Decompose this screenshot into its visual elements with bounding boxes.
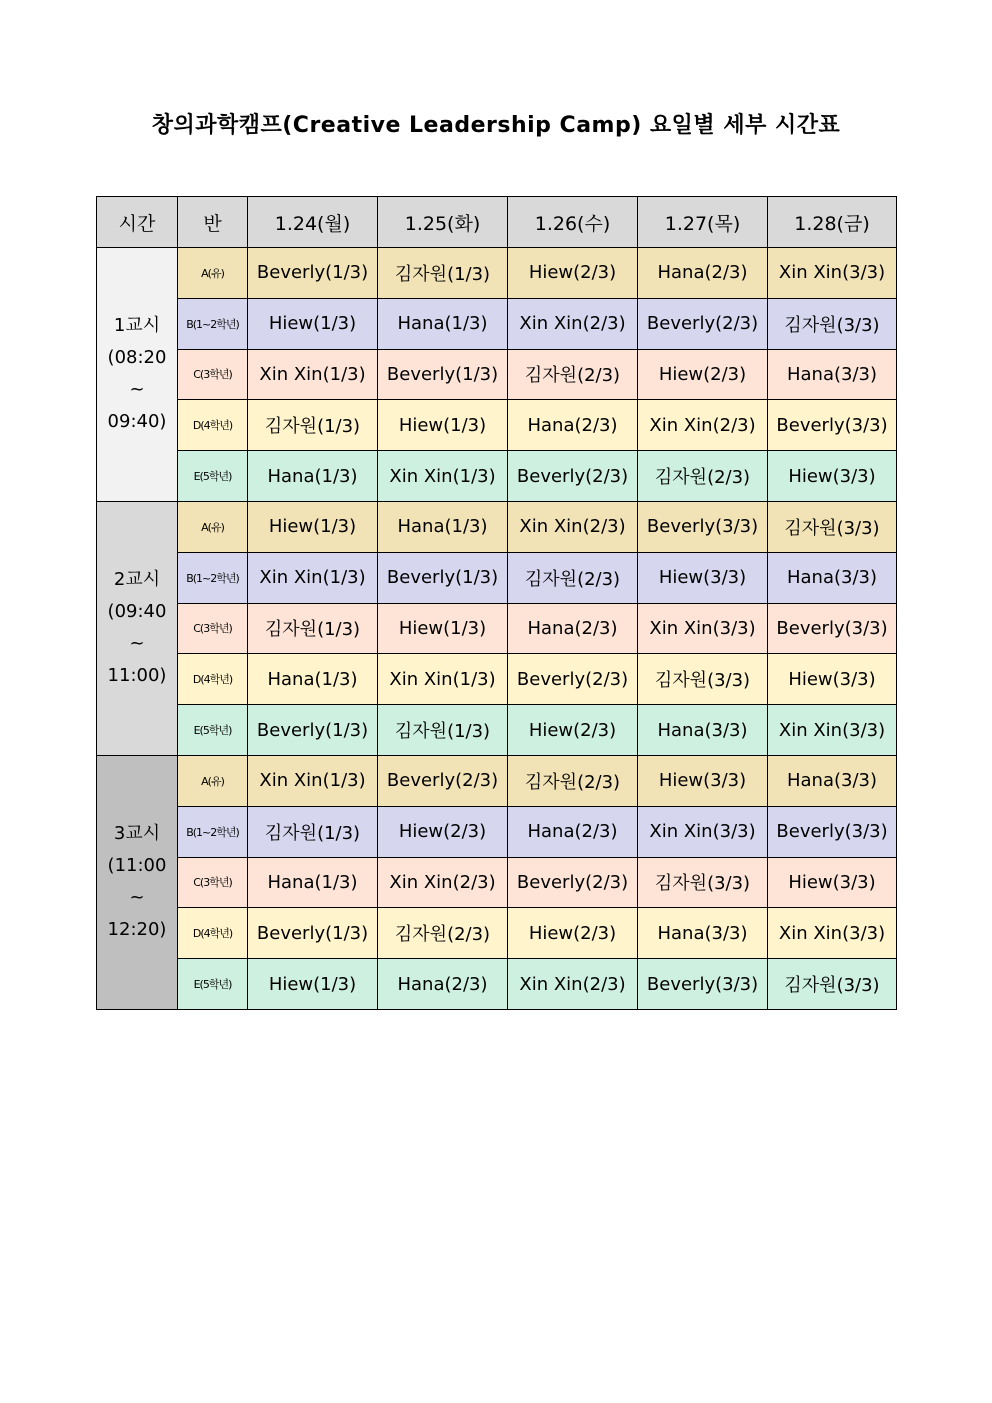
table-row — [97, 451, 897, 502]
schedule-cell: Hiew(2/3) — [378, 806, 508, 857]
schedule-cell: Xin Xin(3/3) — [638, 603, 768, 654]
header-class: 반 — [178, 197, 248, 248]
schedule-cell: Hiew(2/3) — [638, 349, 768, 400]
period-end: 12:20) — [107, 919, 167, 941]
class-label: E(5학년) — [178, 959, 248, 1010]
schedule-cell: Hiew(2/3) — [508, 908, 638, 959]
schedule-cell: Hana(1/3) — [378, 298, 508, 349]
period-tilde: ~ — [129, 379, 145, 401]
schedule-cell: Hiew(1/3) — [248, 298, 378, 349]
schedule-cell: Hana(2/3) — [378, 959, 508, 1010]
period-cell — [97, 248, 178, 502]
schedule-cell: Beverly(1/3) — [378, 552, 508, 603]
schedule-cell: 김자원(3/3) — [768, 501, 897, 552]
schedule-cell: Hana(1/3) — [248, 857, 378, 908]
schedule-cell: Xin Xin(3/3) — [638, 806, 768, 857]
schedule-cell: Beverly(2/3) — [508, 654, 638, 705]
schedule-cell: Hana(3/3) — [638, 908, 768, 959]
schedule-cell: Beverly(2/3) — [638, 298, 768, 349]
schedule-cell: 김자원(2/3) — [508, 552, 638, 603]
header-time: 시간 — [97, 197, 178, 248]
table-row — [97, 654, 897, 705]
schedule-cell: 김자원(1/3) — [248, 603, 378, 654]
header-row — [97, 197, 897, 248]
schedule-cell: Hiew(3/3) — [768, 654, 897, 705]
schedule-cell: Hana(2/3) — [638, 248, 768, 299]
schedule-cell: Hiew(3/3) — [638, 755, 768, 806]
class-label: A(유) — [178, 755, 248, 806]
period-start: (09:40 — [107, 601, 167, 623]
period-cell — [97, 501, 178, 755]
schedule-cell: Beverly(3/3) — [768, 806, 897, 857]
period-label: 1교시 — [113, 315, 161, 337]
schedule-cell: Xin Xin(1/3) — [248, 755, 378, 806]
schedule-cell: Hana(3/3) — [638, 705, 768, 756]
header-day: 1.27(목) — [638, 197, 768, 248]
schedule-cell: Beverly(1/3) — [248, 705, 378, 756]
schedule-cell: Xin Xin(2/3) — [508, 959, 638, 1010]
table-row — [97, 400, 897, 451]
schedule-cell: Beverly(1/3) — [248, 908, 378, 959]
schedule-cell: 김자원(1/3) — [248, 400, 378, 451]
table-row — [97, 908, 897, 959]
class-label: D(4학년) — [178, 908, 248, 959]
class-label: B(1~2학년) — [178, 552, 248, 603]
table-row — [97, 857, 897, 908]
schedule-cell: Xin Xin(3/3) — [768, 705, 897, 756]
table-row — [97, 298, 897, 349]
schedule-cell: Hiew(2/3) — [508, 705, 638, 756]
class-label: D(4학년) — [178, 400, 248, 451]
schedule-cell: Hiew(3/3) — [768, 857, 897, 908]
schedule-cell: Hana(1/3) — [248, 451, 378, 502]
schedule-cell: 김자원(1/3) — [378, 705, 508, 756]
period-label: 2교시 — [113, 569, 161, 591]
schedule-cell: Beverly(2/3) — [378, 755, 508, 806]
schedule-cell: Hiew(2/3) — [508, 248, 638, 299]
period-cell — [97, 755, 178, 1009]
schedule-cell: Hiew(1/3) — [378, 400, 508, 451]
period-start: (08:20 — [107, 347, 167, 369]
class-label: B(1~2학년) — [178, 298, 248, 349]
period-end: 09:40) — [107, 411, 167, 433]
schedule-cell: Xin Xin(2/3) — [378, 857, 508, 908]
table-row — [97, 248, 897, 299]
table-row — [97, 755, 897, 806]
schedule-cell: Xin Xin(1/3) — [248, 552, 378, 603]
schedule-cell: Beverly(2/3) — [508, 451, 638, 502]
class-label: B(1~2학년) — [178, 806, 248, 857]
class-label: E(5학년) — [178, 451, 248, 502]
class-label: C(3학년) — [178, 603, 248, 654]
schedule-cell: Hana(2/3) — [508, 400, 638, 451]
table-row — [97, 959, 897, 1010]
schedule-cell: Hiew(1/3) — [248, 959, 378, 1010]
header-day: 1.26(수) — [508, 197, 638, 248]
schedule-cell: Hiew(1/3) — [248, 501, 378, 552]
schedule-cell: Xin Xin(2/3) — [508, 501, 638, 552]
schedule-cell: Beverly(3/3) — [638, 501, 768, 552]
period-tilde: ~ — [129, 633, 145, 655]
class-label: D(4학년) — [178, 654, 248, 705]
class-label: A(유) — [178, 501, 248, 552]
table-row — [97, 806, 897, 857]
header-day: 1.25(화) — [378, 197, 508, 248]
schedule-cell: Beverly(3/3) — [638, 959, 768, 1010]
schedule-cell: 김자원(3/3) — [638, 857, 768, 908]
class-label: C(3학년) — [178, 349, 248, 400]
period-start: (11:00 — [107, 855, 167, 877]
schedule-cell: Xin Xin(3/3) — [768, 248, 897, 299]
table-row — [97, 705, 897, 756]
period-end: 11:00) — [107, 665, 167, 687]
header-day: 1.28(금) — [768, 197, 897, 248]
table-row — [97, 552, 897, 603]
schedule-cell: Hana(3/3) — [768, 552, 897, 603]
class-label: C(3학년) — [178, 857, 248, 908]
period-label: 3교시 — [113, 823, 161, 845]
schedule-cell: Xin Xin(1/3) — [248, 349, 378, 400]
timetable-body — [97, 197, 897, 1010]
class-label: A(유) — [178, 248, 248, 299]
schedule-cell: Hana(2/3) — [508, 603, 638, 654]
schedule-cell: Hana(3/3) — [768, 349, 897, 400]
schedule-cell: Xin Xin(1/3) — [378, 451, 508, 502]
schedule-cell: Beverly(3/3) — [768, 400, 897, 451]
schedule-cell: 김자원(3/3) — [768, 298, 897, 349]
page-title: 창의과학캠프(Creative Leadership Camp) 요일별 세부 시간표 — [151, 113, 841, 138]
schedule-cell: Xin Xin(1/3) — [378, 654, 508, 705]
header-day: 1.24(월) — [248, 197, 378, 248]
schedule-cell: Hana(1/3) — [248, 654, 378, 705]
schedule-cell: 김자원(3/3) — [768, 959, 897, 1010]
schedule-cell: Hiew(1/3) — [378, 603, 508, 654]
schedule-cell: Xin Xin(2/3) — [508, 298, 638, 349]
schedule-cell: Hiew(3/3) — [768, 451, 897, 502]
schedule-cell: Xin Xin(3/3) — [768, 908, 897, 959]
schedule-cell: Hana(1/3) — [378, 501, 508, 552]
table-row — [97, 501, 897, 552]
schedule-cell: 김자원(1/3) — [248, 806, 378, 857]
schedule-cell: Beverly(1/3) — [378, 349, 508, 400]
schedule-cell: Hana(2/3) — [508, 806, 638, 857]
schedule-cell: 김자원(2/3) — [638, 451, 768, 502]
period-tilde: ~ — [129, 887, 145, 909]
schedule-cell: Beverly(1/3) — [248, 248, 378, 299]
timetable — [96, 196, 897, 1010]
schedule-cell: 김자원(1/3) — [378, 248, 508, 299]
table-row — [97, 603, 897, 654]
schedule-cell: Beverly(2/3) — [508, 857, 638, 908]
schedule-cell: Xin Xin(2/3) — [638, 400, 768, 451]
schedule-cell: 김자원(3/3) — [638, 654, 768, 705]
class-label: E(5학년) — [178, 705, 248, 756]
schedule-cell: 김자원(2/3) — [508, 349, 638, 400]
schedule-cell: Hiew(3/3) — [638, 552, 768, 603]
schedule-cell: Hana(3/3) — [768, 755, 897, 806]
schedule-cell: 김자원(2/3) — [508, 755, 638, 806]
schedule-cell: Beverly(3/3) — [768, 603, 897, 654]
table-row — [97, 349, 897, 400]
schedule-cell: 김자원(2/3) — [378, 908, 508, 959]
